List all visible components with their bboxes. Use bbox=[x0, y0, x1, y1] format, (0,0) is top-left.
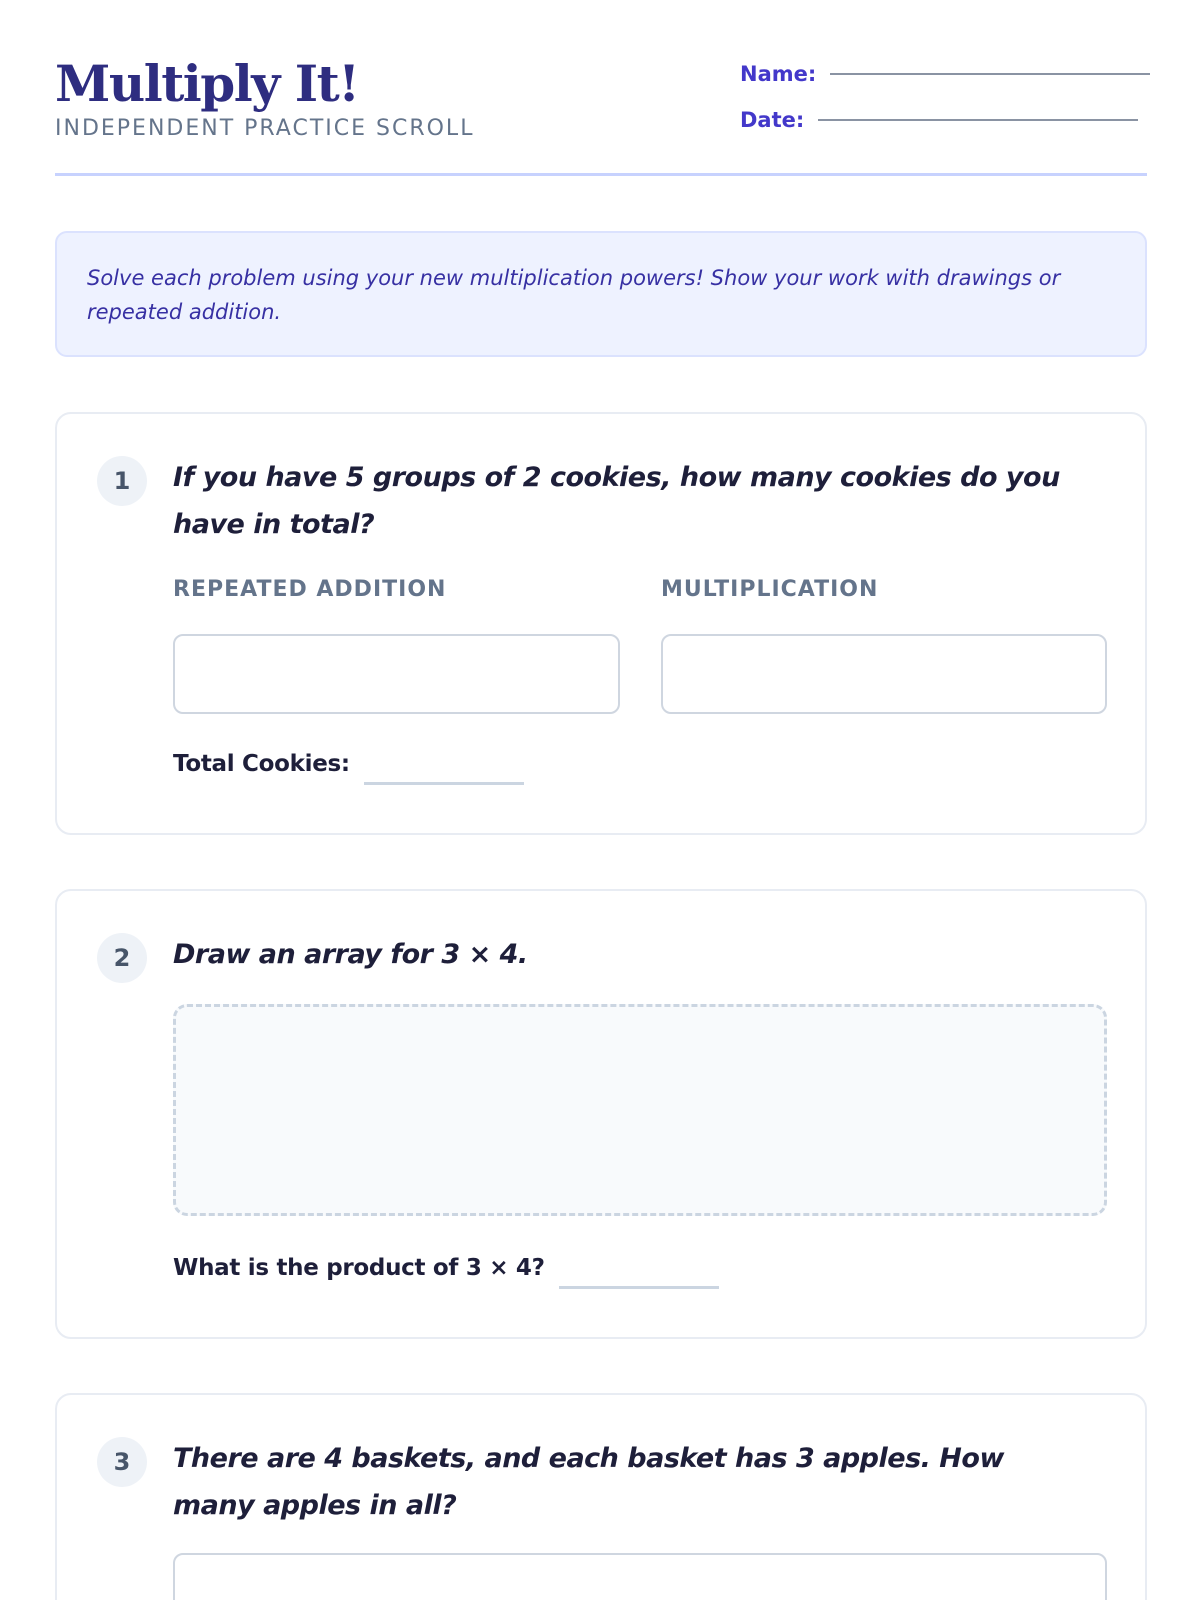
problem-card-1 bbox=[55, 412, 1147, 835]
apples-answer-box[interactable] bbox=[173, 1553, 1107, 1600]
total-cookies-row bbox=[173, 751, 524, 777]
problem-number-badge: 3 bbox=[97, 1437, 147, 1487]
instructions-text: Solve each problem using your new multiplication powers! Show your work with drawings or repeated addition. bbox=[87, 266, 1061, 324]
product-label: What is the product of 3 × 4? bbox=[173, 1255, 545, 1281]
repeated-addition-answer-box[interactable] bbox=[173, 634, 620, 714]
array-drawing-area[interactable] bbox=[173, 1004, 1107, 1216]
problem-card-3 bbox=[55, 1393, 1147, 1600]
name-input-line[interactable] bbox=[830, 73, 1150, 75]
problem-number-badge: 1 bbox=[97, 456, 147, 506]
date-field bbox=[740, 108, 1138, 132]
name-field bbox=[740, 62, 1150, 86]
multiplication-answer-box[interactable] bbox=[661, 634, 1107, 714]
problem-question: Draw an array for 3 × 4. bbox=[173, 939, 528, 970]
worksheet-header bbox=[55, 40, 1147, 176]
multiplication-label: MULTIPLICATION bbox=[661, 577, 879, 602]
date-input-line[interactable] bbox=[818, 119, 1138, 121]
page-title: Multiply It! bbox=[55, 54, 359, 113]
problem-card-2 bbox=[55, 889, 1147, 1339]
page-subtitle: INDEPENDENT PRACTICE SCROLL bbox=[55, 116, 475, 141]
date-label: Date: bbox=[740, 108, 805, 132]
total-cookies-label: Total Cookies: bbox=[173, 751, 350, 777]
name-label: Name: bbox=[740, 62, 817, 86]
problem-number-badge: 2 bbox=[97, 933, 147, 983]
product-row bbox=[173, 1255, 719, 1281]
instructions-box bbox=[55, 231, 1147, 357]
repeated-addition-label: REPEATED ADDITION bbox=[173, 577, 447, 602]
total-cookies-answer-line[interactable] bbox=[364, 782, 524, 785]
product-answer-line[interactable] bbox=[559, 1286, 719, 1289]
problem-question: If you have 5 groups of 2 cookies, how many cookies do you have in total? bbox=[173, 462, 1060, 540]
problem-question: There are 4 baskets, and each basket has 3 apples. How many apples in all? bbox=[173, 1443, 1004, 1521]
